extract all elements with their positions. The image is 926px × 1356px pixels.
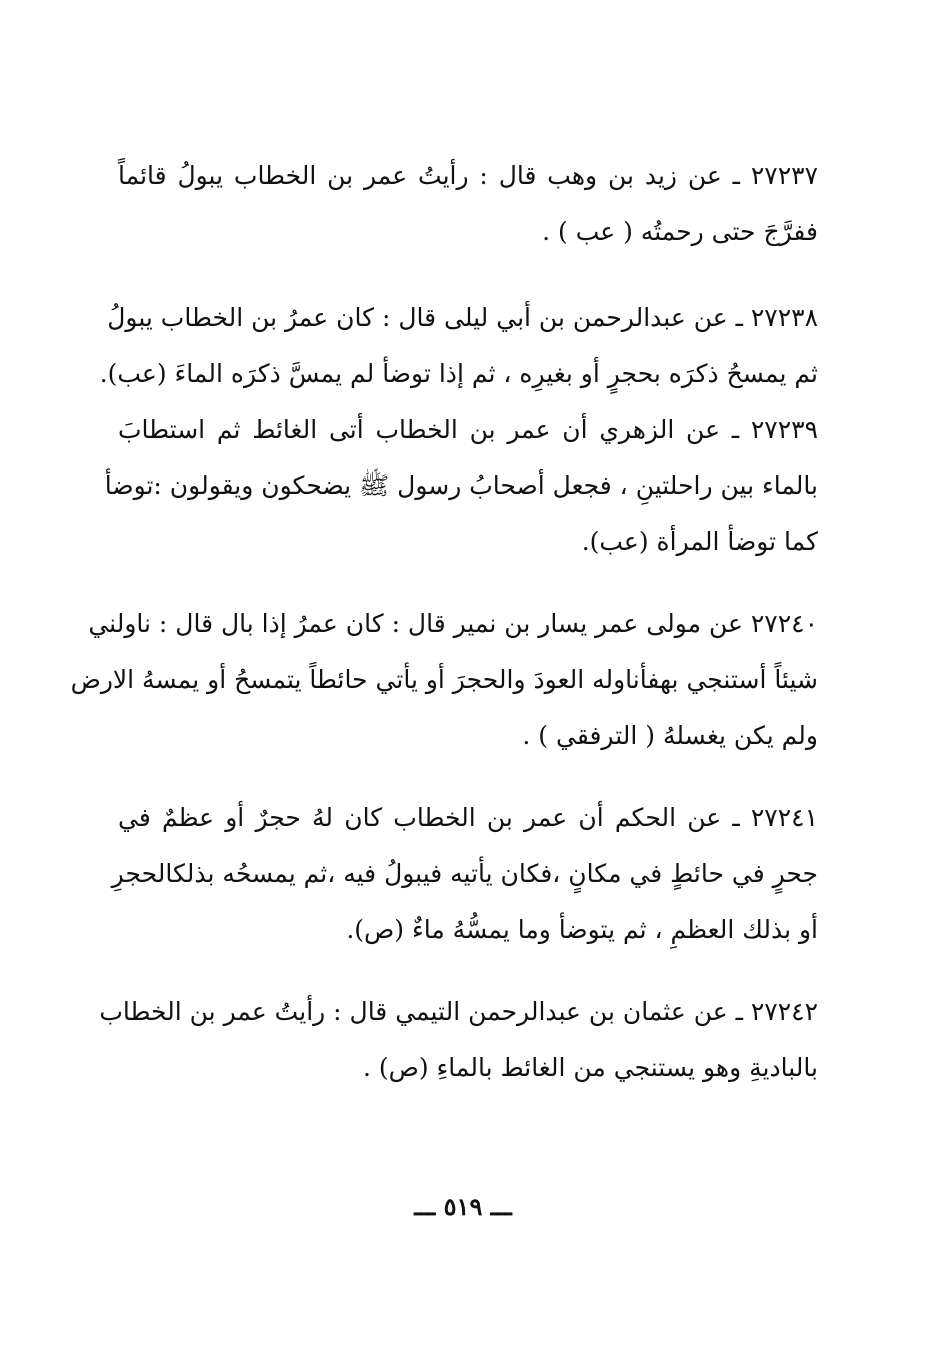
hadith-entry-27240 xyxy=(70,596,818,764)
entry-line: بالماء بين راحلتينِ ، فجعل أصحابُ رسول ﷺ يضحكون ويقولون :توضأ xyxy=(104,471,818,500)
hadith-entry-27239 xyxy=(104,402,818,570)
hadith-entry-27241 xyxy=(111,790,818,958)
entry-line: ففرَّجَ حتى رحمتُه ( عب ) . xyxy=(542,217,818,246)
entry-line: ٢٧٢٤٠ عن مولى عمر يسار بن نمير قال : كان عمرُ إذا بال قال : ناولني xyxy=(88,609,818,638)
hadith-entry-27238 xyxy=(99,290,818,402)
entry-line: ثم يمسحُ ذكرَه بحجرٍ أو بغيرِه ، ثم إذا توضأ لم يمسَّ ذكرَه الماءَ (عب). xyxy=(99,359,818,388)
entry-line: شيئاً أستنجي بهفأناوله العودَ والحجرَ أو يأتي حائطاً يتمسحُ أو يمسهُ الارض xyxy=(70,665,818,694)
hadith-entry-27242 xyxy=(99,984,818,1096)
page-body xyxy=(70,148,818,1118)
entry-line: ٢٧٢٤١ ـ عن الحكم أن عمر بن الخطاب كان لهُ حجرٌ أو عظمٌ في xyxy=(118,803,818,832)
page-number: ـــ ٥١٩ ـــ xyxy=(414,1192,512,1221)
entry-line: ٢٧٢٤٢ ـ عن عثمان بن عبدالرحمن التيمي قال : رأيتُ عمر بن الخطاب xyxy=(99,997,818,1026)
entry-line: ٢٧٢٣٧ ـ عن زيد بن وهب قال : رأيتُ عمر بن الخطاب يبولُ قائماً xyxy=(118,161,818,190)
entry-line: بالباديةِ وهو يستنجي من الغائط بالماءِ (ص) . xyxy=(362,1053,818,1082)
entry-line: ولم يكن يغسلهُ ( الترفقي ) . xyxy=(522,721,818,750)
entry-line: ٢٧٢٣٨ ـ عن عبدالرحمن بن أبي ليلى قال : كان عمرُ بن الخطاب يبولُ xyxy=(107,303,818,332)
hadith-entry-27237 xyxy=(118,148,818,260)
entry-line: جحرٍ في حائطٍ في مكانٍ ،فكان يأتيه فيبولُ فيه ،ثم يمسحُه بذلكالحجرِ xyxy=(111,859,818,888)
entry-line: كما توضأ المرأة (عب). xyxy=(581,527,818,556)
entry-line: أو بذلك العظمِ ، ثم يتوضأ وما يمسُّهُ ماءٌ (ص). xyxy=(346,915,818,944)
entry-line: ٢٧٢٣٩ ـ عن الزهري أن عمر بن الخطاب أتى الغائط ثم استطابَ xyxy=(118,415,818,444)
